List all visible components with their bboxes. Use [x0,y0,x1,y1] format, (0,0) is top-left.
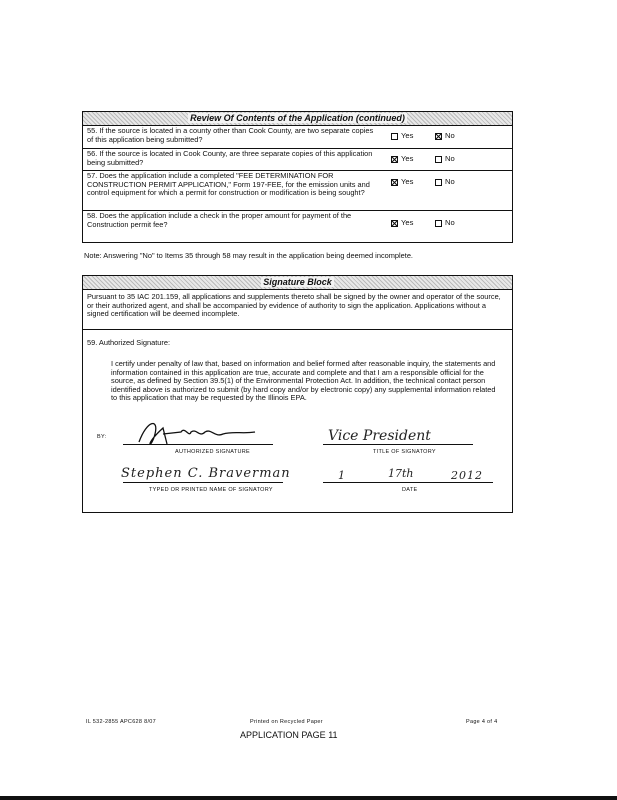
q55-yes[interactable] [391,132,413,141]
date-year: 2012 [451,469,483,482]
question-58 [83,210,512,233]
q57-no-label: No [445,177,455,186]
signature-block [82,275,513,513]
date-label: DATE [402,487,418,493]
scan-bottom-edge [0,796,617,800]
q56-no-checkbox[interactable] [435,156,442,163]
q56-no[interactable] [435,155,455,164]
q55-no-label: No [445,131,455,140]
date-month: 1 [338,469,345,482]
q57-yes-label: Yes [401,177,414,186]
q57-no[interactable] [435,178,455,187]
title-value: Vice President [328,428,431,444]
q58-yes-label: Yes [401,218,414,227]
signature-intro: Pursuant to 35 IAC 201.159, all applications and supplements thereto shall be signed by the owner and operator of the source, or their authorized agent, and shall be accompanied by evidence of authority to sign the application. Applications without a signed certification will be deemed incomplete. [83,290,512,330]
question-55 [83,126,512,148]
q56-yes[interactable] [391,155,413,164]
question-56-text: 56. If the source is located in Cook County, are three separate copies of this application being submitted? [87,149,373,167]
q55-no-checkbox[interactable] [435,133,442,140]
q55-yes-checkbox[interactable] [391,133,398,140]
date-line [323,482,493,483]
review-header: Review Of Contents of the Application (continued) [83,112,512,126]
certification-text: I certify under penalty of law that, based on information and belief formed after reasonable inquiry, the statements and information contained in this application are true, accurate and complete and that I am a responsible official for the source, as defined by Section 39.5(1) of the Environmental Protection Act. In addition, the technical contact person identified above is authorized to submit (by hard copy and/or by electronic copy) any supplemental information related to this application that may be requested by the Illinois EPA. [111,359,496,403]
review-table [82,111,513,243]
q55-yes-label: Yes [401,131,414,140]
printed-note: Printed on Recycled Paper [250,719,323,725]
q58-yes[interactable] [391,219,413,228]
title-line [323,444,473,445]
date-day: 17th [388,467,414,480]
question-57-text: 57. Does the application include a completed "FEE DETERMINATION FOR CONSTRUCTION PERMIT APPLICATION," Form 197-FEE, for the emission units and control equipment for which a permit for construction or modification is being sought? [87,171,370,198]
q56-yes-checkbox[interactable] [391,156,398,163]
signature-header: Signature Block [83,276,512,290]
incomplete-note: Note: Answering "No" to Items 35 through 58 may result in the application being deemed incomplete. [84,251,413,260]
q56-yes-label: Yes [401,154,414,163]
question-55-text: 55. If the source is located in a county other than Cook County, are two separate copies of this application being submitted? [87,126,374,144]
q56-no-label: No [445,154,455,163]
question-57 [83,170,512,210]
q57-yes[interactable] [391,178,413,187]
q59-label: 59. Authorized Signature: [87,338,170,347]
title-label: TITLE OF SIGNATORY [373,449,436,455]
by-label: BY: [97,434,107,440]
question-56 [83,148,512,170]
q55-no[interactable] [435,132,455,141]
printed-name-value: Stephen C. Braverman [121,466,291,481]
question-58-text: 58. Does the application include a check in the proper amount for payment of the Construction permit fee? [87,211,352,229]
authorized-signature-label: AUTHORIZED SIGNATURE [175,449,250,455]
printed-name-line [123,482,283,483]
q57-no-checkbox[interactable] [435,179,442,186]
printed-name-label: TYPED OR PRINTED NAME OF SIGNATORY [149,487,273,493]
signature-graphic [133,416,273,450]
q58-no-checkbox[interactable] [435,220,442,227]
q58-yes-checkbox[interactable] [391,220,398,227]
form-id: IL 532-2855 APC628 8/07 [86,719,156,725]
q58-no[interactable] [435,219,455,228]
q58-no-label: No [445,218,455,227]
application-page: APPLICATION PAGE 11 [240,730,338,740]
page-number: Page 4 of 4 [466,719,498,725]
q57-yes-checkbox[interactable] [391,179,398,186]
